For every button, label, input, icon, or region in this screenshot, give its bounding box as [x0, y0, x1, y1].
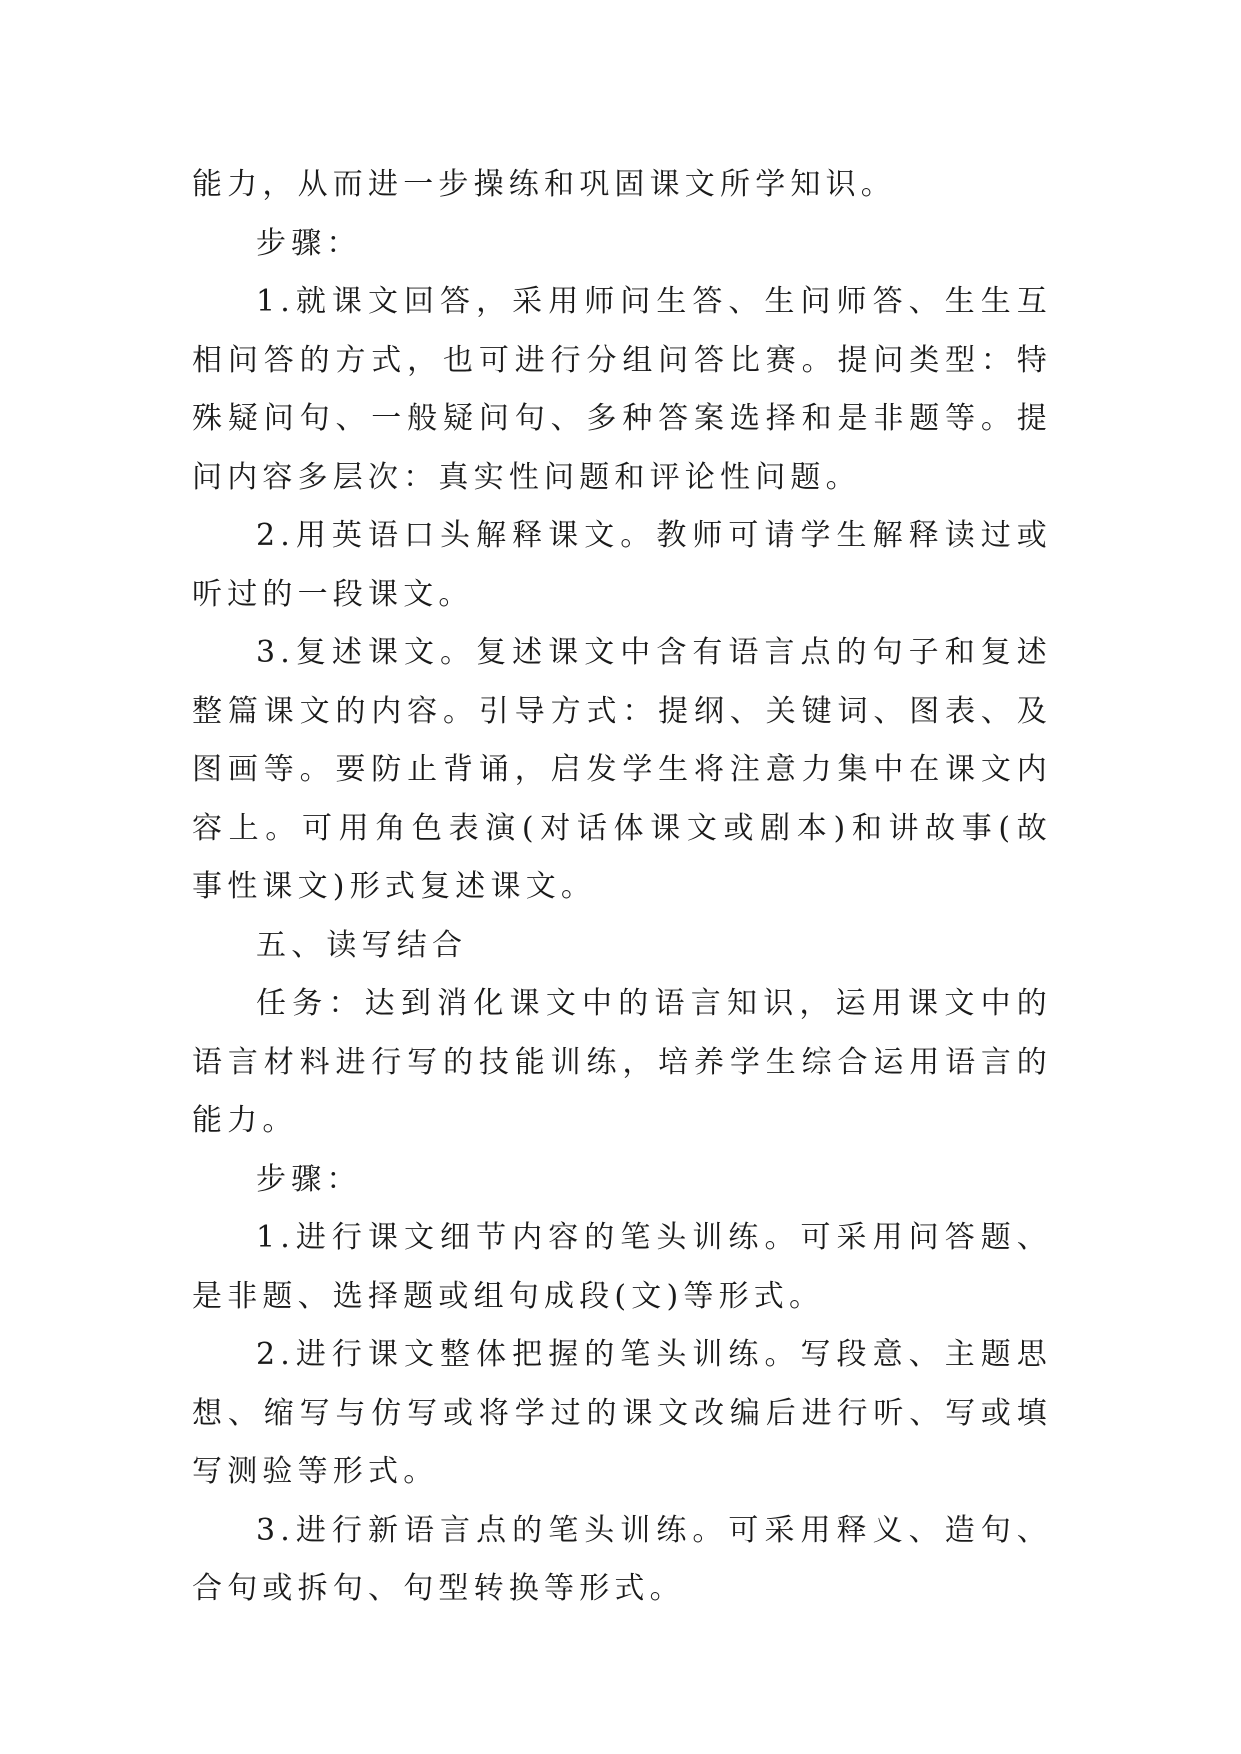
paragraph-steps-heading: 步骤： — [256, 225, 362, 261]
paragraph-step-1-detail: 1.进行课文细节内容的笔头训练。可采用问答题、是非题、选择题或组句成段(文)等形式。 — [192, 1220, 1052, 1314]
paragraph-task: 任务：达到消化课文中的语言知识，运用课文中的语言材料进行写的技能训练，培养学生综合运用语言的能力。 — [192, 986, 1052, 1138]
paragraph-step-3-retell: 3.复述课文。复述课文中含有语言点的句子和复述整篇课文的内容。引导方式：提纲、关键词、图表、及图画等。要防止背诵，启发学生将注意力集中在课文内容上。可用角色表演(对话体课文或剧本)和讲故事(故事性课文)形式复述课文。 — [192, 635, 1052, 904]
paragraph-step-1-qa: 1.就课文回答，采用师问生答、生问师答、生生互相问答的方式，也可进行分组问答比赛。提问类型：特殊疑问句、一般疑问句、多种答案选择和是非题等。提问内容多层次：真实性问题和评论性问题。 — [192, 284, 1052, 495]
paragraph-step-2-overall: 2.进行课文整体把握的笔头训练。写段意、主题思想、缩写与仿写或将学过的课文改编后进行听、写或填写测验等形式。 — [192, 1337, 1052, 1489]
document-page — [192, 156, 1052, 1619]
paragraph-continuation: 能力，从而进一步操练和巩固课文所学知识。 — [192, 167, 896, 202]
paragraph-step-2-explain: 2.用英语口头解释课文。教师可请学生解释读过或听过的一段课文。 — [192, 518, 1052, 612]
paragraph-step-3-new-points: 3.进行新语言点的笔头训练。可采用释义、造句、合句或拆句、句型转换等形式。 — [192, 1512, 1052, 1606]
section-heading-reading-writing: 五、读写结合 — [256, 927, 468, 963]
paragraph-steps-heading-2: 步骤： — [256, 1161, 362, 1197]
